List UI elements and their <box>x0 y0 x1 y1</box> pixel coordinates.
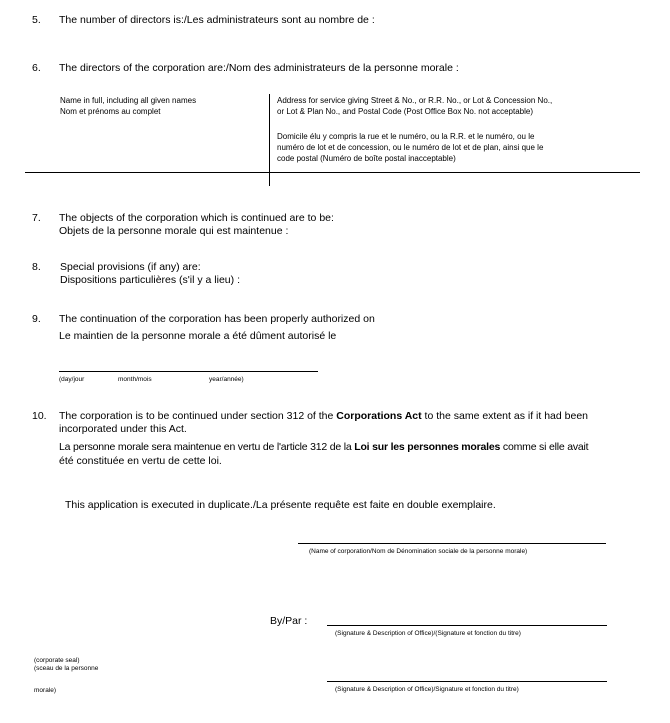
directors-col-name-en: Name in full, including all given names <box>60 96 197 105</box>
loi-personnes-morales-title: Loi sur les personnes morales <box>354 441 501 453</box>
date-label-year: year/année) <box>209 376 244 383</box>
by-par-label: By/Par : <box>270 615 308 627</box>
item-10-text-fr-line2: été constituée en vertu de cette loi. <box>59 455 222 467</box>
item-10-text-fr-line1 <box>59 440 588 454</box>
directors-col-address-fr-2: numéro de lot et de concession, ou le numéro de lot et de plan, ainsi que le <box>277 143 544 152</box>
item-10-en-part3: to the same extent as if it had been <box>421 410 588 422</box>
directors-col-address-fr-3: code postal (Numéro de boîte postal inacceptable) <box>277 154 456 163</box>
signature-line-1 <box>327 625 607 626</box>
corporations-act-title: Corporations Act <box>336 410 422 422</box>
date-label-day: (day/jour <box>59 376 85 383</box>
item-9-text-en: The continuation of the corporation has been properly authorized on <box>59 313 375 325</box>
item-9-text-fr: Le maintien de la personne morale a été dûment autorisé le <box>59 330 337 342</box>
directors-col-address-en-1: Address for service giving Street & No., or R.R. No., or Lot & Concession No., <box>277 96 553 105</box>
item-8-text-en: Special provisions (if any) are: <box>60 261 201 273</box>
directors-col-name-fr: Nom et prénoms au complet <box>60 107 161 116</box>
signature-line-2 <box>327 681 607 682</box>
item-8-number: 8. <box>32 261 41 273</box>
corporate-seal-label-3: morale) <box>34 687 57 694</box>
corporation-name-line <box>298 543 606 544</box>
directors-col-address-fr-1: Domicile élu y compris la rue et le numéro, ou la R.R. et le numéro, ou le <box>277 132 535 141</box>
directors-table-bottom-rule <box>25 172 640 173</box>
item-10-fr-part3: comme si elle avait <box>500 441 589 453</box>
item-10-en-part1: The corporation is to be continued under section 312 of the <box>59 410 337 422</box>
item-7-text-en: The objects of the corporation which is continued are to be: <box>59 212 334 224</box>
duplicate-statement: This application is executed in duplicate./La présente requête est faite en double exemplaire. <box>65 499 496 511</box>
corporate-seal-label-2: (sceau de la personne <box>34 665 99 672</box>
item-7-number: 7. <box>32 212 41 224</box>
directors-col-address-en-2: or Lot & Plan No., and Postal Code (Post Office Box No. not acceptable) <box>277 107 533 116</box>
corporation-name-label: (Name of corporation/Nom de Dénomination sociale de la personne morale) <box>309 548 528 555</box>
corporate-seal-label-1: (corporate seal) <box>34 657 80 664</box>
item-6-text: The directors of the corporation are:/Nom des administrateurs de la personne morale : <box>59 62 459 74</box>
item-10-text-en-line1 <box>59 409 588 423</box>
item-8-text-fr: Dispositions particulières (s'il y a lieu) : <box>60 274 240 286</box>
item-10-number: 10. <box>32 410 47 422</box>
item-10-fr-part1: La personne morale sera maintenue en vertu de l'article 312 de la <box>59 441 355 453</box>
item-9-number: 9. <box>32 313 41 325</box>
item-5-number: 5. <box>32 14 41 26</box>
item-10-text-en-line2: incorporated under this Act. <box>59 423 187 435</box>
item-5-text: The number of directors is:/Les administrateurs sont au nombre de : <box>59 14 375 26</box>
item-6-number: 6. <box>32 62 41 74</box>
item-7-text-fr: Objets de la personne morale qui est maintenue : <box>59 225 289 237</box>
signature-label-2: (Signature & Description of Office)/Signature et fonction du titre) <box>335 686 519 693</box>
authorization-date-line <box>59 371 318 372</box>
date-label-month: month/mois <box>118 376 152 383</box>
signature-label-1: (Signature & Description of Office)/(Signature et fonction du titre) <box>335 630 521 637</box>
